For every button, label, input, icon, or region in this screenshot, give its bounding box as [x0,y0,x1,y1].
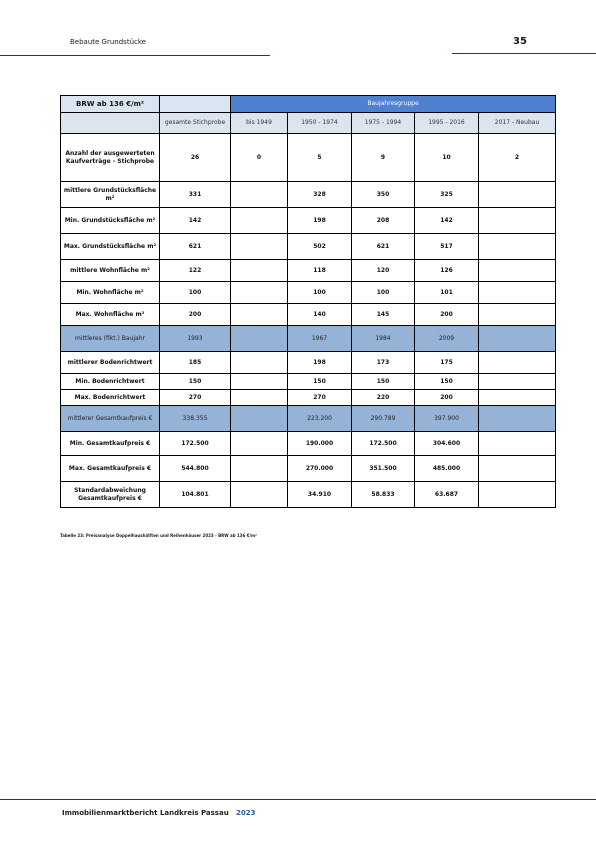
table-cell: 220 [352,390,415,406]
row-label: mittlerer Gesamtkaufpreis € [61,406,160,432]
table-cell: 350 [352,182,415,208]
table-cell: 9 [352,134,415,182]
table-cell: 126 [415,260,479,282]
table-cell: 200 [160,304,231,326]
table-caption: Tabelle 23: Preisanalyse Doppelhaushälften und Reihenhäuser 2023 - BRW ab 136 €/m² [60,533,257,538]
row-label: Anzahl der ausgewerteten Kaufverträge - Stichprobe [61,134,160,182]
table-cell: 173 [352,352,415,374]
table-cell: 104.801 [160,482,231,508]
column-header: 1975 - 1994 [352,113,415,134]
table-cell: 304.600 [415,432,479,456]
table-title: BRW ab 136 €/m² [61,96,160,113]
header-rule-left [0,55,270,56]
row-label: mittlere Grundstücksfläche m² [61,182,160,208]
table-cell [231,374,288,390]
table-cell [479,260,556,282]
row-label: Min. Grundstücksfläche m² [61,208,160,234]
footer-title: Immobilienmarktbericht Landkreis Passau [62,809,229,817]
table-cell: 2 [479,134,556,182]
table-cell [231,390,288,406]
table-cell: 190.000 [288,432,352,456]
table-cell: 198 [288,208,352,234]
table-cell: 150 [415,374,479,390]
row-label: mittlerer Bodenrichtwert [61,352,160,374]
table-cell: 397.900 [415,406,479,432]
column-header: gesamte Stichprobe [160,113,231,134]
table-cell [479,456,556,482]
table-row [61,432,556,456]
table-cell [479,374,556,390]
table-cell [479,432,556,456]
table-cell: 1967 [288,326,352,352]
row-label: Max. Grundstücksfläche m² [61,234,160,260]
row-label: Min. Bodenrichtwert [61,374,160,390]
row-label: Standardabweichung Gesamtkaufpreis € [61,482,160,508]
column-header: bis 1949 [231,113,288,134]
table-cell: 175 [415,352,479,374]
table-cell [231,234,288,260]
table-cell [231,482,288,508]
table-cell: 101 [415,282,479,304]
table-cell: 2009 [415,326,479,352]
table-row [61,182,556,208]
table-cell: 0 [231,134,288,182]
table-cell [479,208,556,234]
table-cell: 63.687 [415,482,479,508]
column-header-row [61,113,556,134]
table-cell: 26 [160,134,231,182]
table-cell: 5 [288,134,352,182]
table-cell: 485.000 [415,456,479,482]
header-rule-right [452,53,596,54]
table-cell: 150 [352,374,415,390]
table-cell: 118 [288,260,352,282]
table-cell: 223.200 [288,406,352,432]
table-cell: 150 [288,374,352,390]
footer [62,809,255,817]
table-row [61,482,556,508]
table-cell: 270.000 [288,456,352,482]
table-cell: 270 [288,390,352,406]
table-cell: 142 [160,208,231,234]
table-cell: 1993 [160,326,231,352]
table-cell: 544.800 [160,456,231,482]
column-header: 2017 - Neubau [479,113,556,134]
table-cell: 621 [160,234,231,260]
column-header: 1950 - 1974 [288,113,352,134]
row-label: mittlere Wohnfläche m² [61,260,160,282]
header-section-title: Bebaute Grundstücke [70,38,146,46]
table-title-row [61,96,556,113]
table-cell [231,182,288,208]
footer-year: 2023 [236,809,256,817]
table-cell [479,182,556,208]
table-row [61,326,556,352]
table-row [61,390,556,406]
table-cell: 140 [288,304,352,326]
table-cell [231,260,288,282]
table-cell [479,390,556,406]
column-header: 1995 - 2016 [415,113,479,134]
table-cell: 338.355 [160,406,231,432]
table-body [61,96,556,508]
row-label: Min. Wohnfläche m² [61,282,160,304]
table-cell [231,406,288,432]
table-cell [231,456,288,482]
price-analysis-table [60,95,556,508]
table-cell: 185 [160,352,231,374]
table-row [61,374,556,390]
table-cell: 328 [288,182,352,208]
table-cell [479,234,556,260]
table-cell: 10 [415,134,479,182]
table-cell: 351.500 [352,456,415,482]
row-label: mittleres (fikt.) Baujahr [61,326,160,352]
table-cell: 100 [160,282,231,304]
table-row [61,134,556,182]
group-header: Baujahresgruppe [231,96,556,113]
table-cell [231,282,288,304]
row-label: Max. Wohnfläche m² [61,304,160,326]
table-cell: 270 [160,390,231,406]
table-cell [479,352,556,374]
row-label: Max. Gesamtkaufpreis € [61,456,160,482]
table-cell: 34.910 [288,482,352,508]
header-corner-cell [61,113,160,134]
table-cell: 290.789 [352,406,415,432]
title-spacer-cell [160,96,231,113]
table-row [61,352,556,374]
table-cell: 142 [415,208,479,234]
table-cell: 517 [415,234,479,260]
table-cell [479,282,556,304]
row-label: Max. Bodenrichtwert [61,390,160,406]
table-row [61,406,556,432]
table-row [61,304,556,326]
table-cell [479,482,556,508]
table-row [61,260,556,282]
table-cell: 325 [415,182,479,208]
table-cell [231,208,288,234]
table-cell: 145 [352,304,415,326]
table-cell: 100 [352,282,415,304]
table-cell: 208 [352,208,415,234]
table-cell: 172.500 [160,432,231,456]
table-cell [231,432,288,456]
table-cell: 150 [160,374,231,390]
table-cell: 621 [352,234,415,260]
table-cell [231,304,288,326]
table-row [61,208,556,234]
table-cell: 122 [160,260,231,282]
table-cell: 200 [415,390,479,406]
table-row [61,282,556,304]
table-cell: 58.833 [352,482,415,508]
table-cell [231,326,288,352]
table-cell: 120 [352,260,415,282]
footer-rule [0,799,596,800]
row-label: Min. Gesamtkaufpreis € [61,432,160,456]
table-cell [231,352,288,374]
table-cell: 502 [288,234,352,260]
table-cell: 198 [288,352,352,374]
table-cell: 331 [160,182,231,208]
table-row [61,456,556,482]
table-cell: 172.500 [352,432,415,456]
table-cell [479,304,556,326]
table-cell: 200 [415,304,479,326]
table-row [61,234,556,260]
page-number: 35 [513,36,527,47]
table-cell [479,406,556,432]
table-cell: 1984 [352,326,415,352]
table-cell: 100 [288,282,352,304]
table-cell [479,326,556,352]
